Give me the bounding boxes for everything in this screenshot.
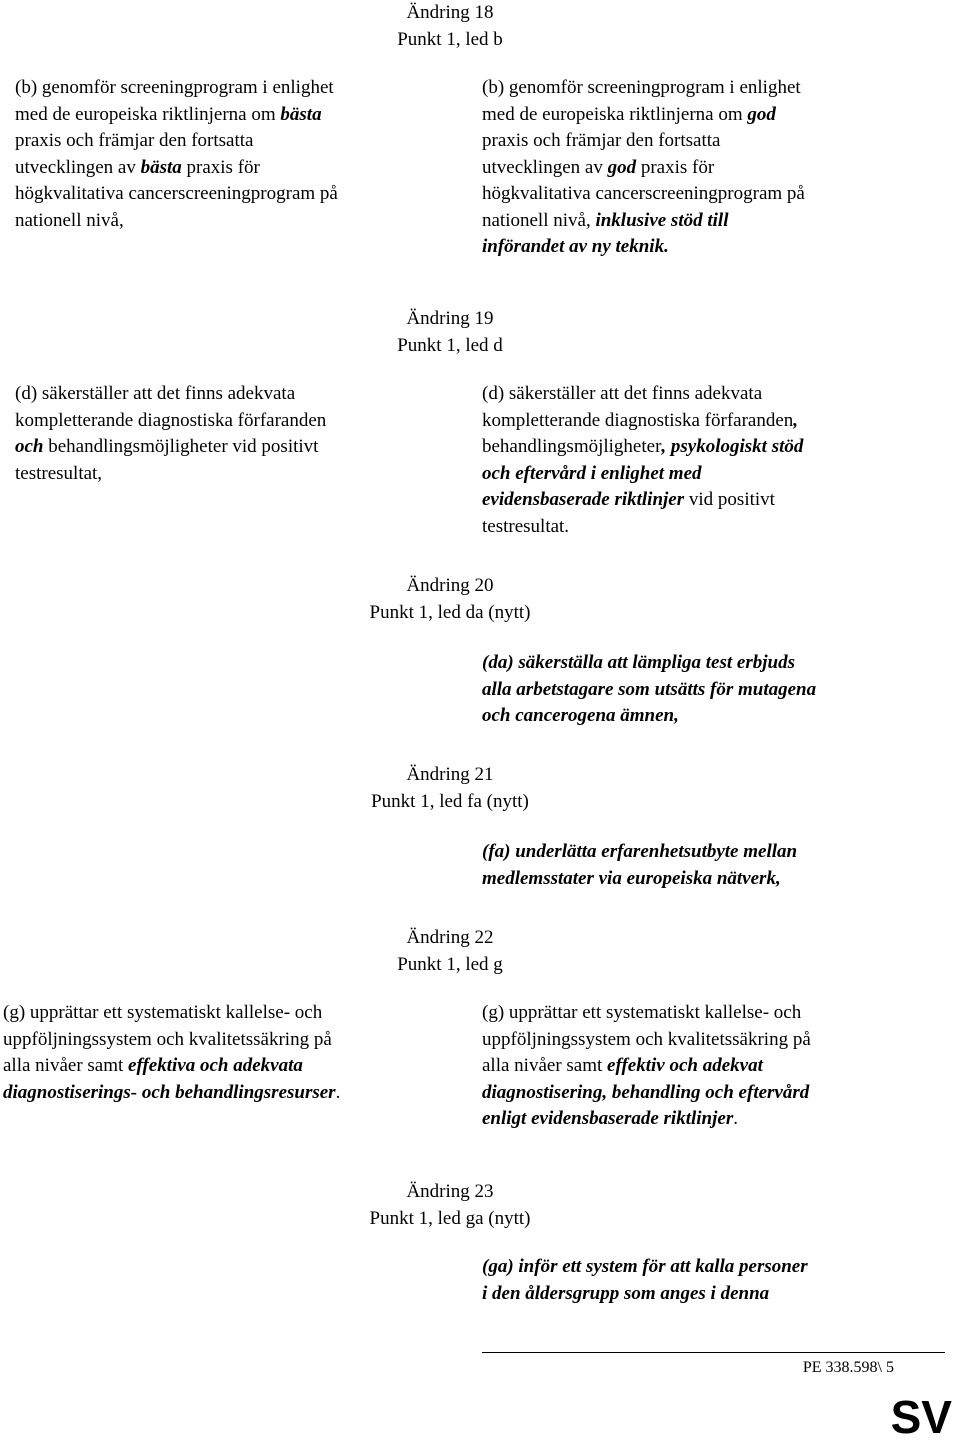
amended-text-highlight: och eftervård i enlighet med [482, 462, 702, 484]
amendment-19-original-text [15, 381, 435, 487]
amended-text-highlight: och cancerogena ämnen, [482, 705, 679, 726]
text-line: (b) genomför screeningprogram i enlighet [482, 77, 801, 98]
text-line [482, 1254, 922, 1281]
text-line: högkvalitativa cancerscreeningprogram på [15, 183, 338, 204]
amendment-18-heading [0, 0, 900, 53]
text-line: högkvalitativa cancerscreeningprogram på [482, 183, 805, 204]
amended-text-highlight: god [607, 156, 637, 178]
footer-divider [482, 1352, 945, 1353]
amendment-title: Ändring 18 [406, 2, 494, 23]
text-line: nationell nivå, [15, 209, 124, 231]
text-line: (d) säkerställer att det finns adekvata [482, 383, 763, 404]
amended-text-highlight: i den åldersgrupp som anges i denna [482, 1282, 770, 1304]
amended-text-highlight: inklusive stöd till [595, 209, 729, 231]
amended-text-highlight: (da) säkerställa att lämpliga test erbjuds [482, 652, 795, 673]
amended-text-highlight: bästa [140, 156, 182, 178]
text-line: uppföljningssystem och kvalitetssäkring på [482, 1028, 811, 1050]
text-line [482, 650, 922, 677]
amendment-subtitle: Punkt 1, led ga (nytt) [369, 1207, 531, 1229]
amendment-20-heading [0, 573, 900, 626]
text-line: testresultat, [15, 462, 103, 484]
amended-text-highlight: effektiv och adekvat [607, 1055, 763, 1076]
amended-text-highlight: evidensbaserade riktlinjer [482, 489, 685, 510]
amendment-title: Ändring 20 [406, 575, 494, 596]
amendment-title: Ändring 22 [406, 927, 494, 948]
amendment-20-amended-text [482, 650, 922, 730]
text-line: alla nivåer samt effektiva och adekvata [3, 1055, 303, 1076]
text-line [482, 703, 922, 730]
text-line [482, 1080, 922, 1107]
text-line: (d) säkerställer att det finns adekvata [15, 383, 296, 404]
text-line: uppföljningssystem och kvalitetssäkring på [3, 1028, 332, 1050]
amended-text-highlight: effektiva och adekvata [128, 1055, 303, 1076]
text-line [482, 1281, 922, 1308]
text-line: behandlingsmöjligheter, psykologiskt stöd [482, 436, 804, 457]
text-line [482, 866, 922, 893]
text-line [482, 461, 922, 488]
text-line: nationell nivå, inklusive stöd till [482, 209, 729, 231]
text-line [482, 234, 922, 261]
text-line: kompletterande diagnostiska förfaranden [15, 409, 327, 431]
amendment-22-amended-text [482, 1000, 922, 1133]
amendment-22-original-text [3, 1000, 443, 1106]
amended-text-highlight: alla arbetstagare som utsätts för mutagena [482, 678, 817, 700]
amended-text-highlight: (ga) inför ett system för att kalla personer [482, 1256, 808, 1277]
amended-text-highlight: bästa [280, 103, 322, 125]
amendment-19-heading [0, 306, 900, 359]
amended-text-highlight: och [15, 436, 44, 457]
amendment-21-heading [0, 762, 900, 815]
amendment-18-original-text [15, 75, 435, 234]
amendment-subtitle: Punkt 1, led d [397, 334, 503, 356]
text-line: (g) upprättar ett systematiskt kallelse- och [482, 1002, 802, 1023]
text-line: alla nivåer samt effektiv och adekvat [482, 1055, 763, 1076]
amended-text-highlight: diagnostisering, behandling och eftervård [482, 1081, 810, 1103]
text-line: enligt evidensbaserade riktlinjer. [482, 1108, 738, 1129]
text-line: kompletterande diagnostiska förfaranden, [482, 409, 799, 431]
text-line: med de europeiska riktlinjerna om bästa [15, 103, 322, 125]
amended-text-highlight: , psykologiskt stöd [661, 436, 804, 457]
amended-text-highlight: god [747, 103, 776, 125]
amended-text-highlight: , [793, 409, 799, 431]
amendment-subtitle: Punkt 1, led fa (nytt) [371, 790, 529, 812]
amendment-23-heading [0, 1179, 900, 1232]
text-line: praxis och främjar den fortsatta [15, 130, 254, 151]
text-line: testresultat. [482, 515, 570, 537]
amendment-subtitle: Punkt 1, led da (nytt) [369, 601, 531, 623]
text-line: praxis och främjar den fortsatta [482, 130, 721, 151]
amendment-title: Ändring 19 [406, 308, 494, 329]
text-line: (g) upprättar ett systematiskt kallelse- och [3, 1002, 323, 1023]
text-line: utvecklingen av bästa praxis för [15, 156, 260, 178]
amendment-19-amended-text [482, 381, 922, 540]
amendment-subtitle: Punkt 1, led g [397, 953, 503, 975]
text-line [482, 839, 922, 866]
text-line: med de europeiska riktlinjerna om god [482, 103, 776, 125]
amendment-22-heading [0, 925, 900, 978]
amended-text-highlight: införandet av ny teknik. [482, 236, 669, 257]
amendment-subtitle: Punkt 1, led b [397, 28, 503, 50]
amendment-title: Ändring 23 [406, 1181, 494, 1202]
language-code: SV [890, 1391, 952, 1443]
amendment-23-amended-text [482, 1254, 922, 1307]
amendment-18-amended-text [482, 75, 922, 261]
amendment-21-amended-text [482, 839, 922, 892]
text-line: och behandlingsmöjligheter vid positivt [15, 436, 319, 457]
amendment-title: Ändring 21 [406, 764, 494, 785]
amended-text-highlight: (fa) underlätta erfarenhetsutbyte mellan [482, 841, 798, 862]
amended-text-highlight: enligt evidensbaserade riktlinjer [482, 1108, 734, 1129]
text-line: diagnostiserings- och behandlingsresurser. [3, 1081, 341, 1103]
text-line [482, 677, 922, 704]
text-line: utvecklingen av god praxis för [482, 156, 715, 178]
page-reference: PE 338.598\ 5 [802, 1359, 894, 1376]
amended-text-highlight: diagnostiserings- och behandlingsresurser [3, 1081, 336, 1103]
amended-text-highlight: medlemsstater via europeiska nätverk, [482, 867, 781, 889]
text-line: (b) genomför screeningprogram i enlighet [15, 77, 334, 98]
text-line: evidensbaserade riktlinjer vid positivt [482, 489, 775, 510]
